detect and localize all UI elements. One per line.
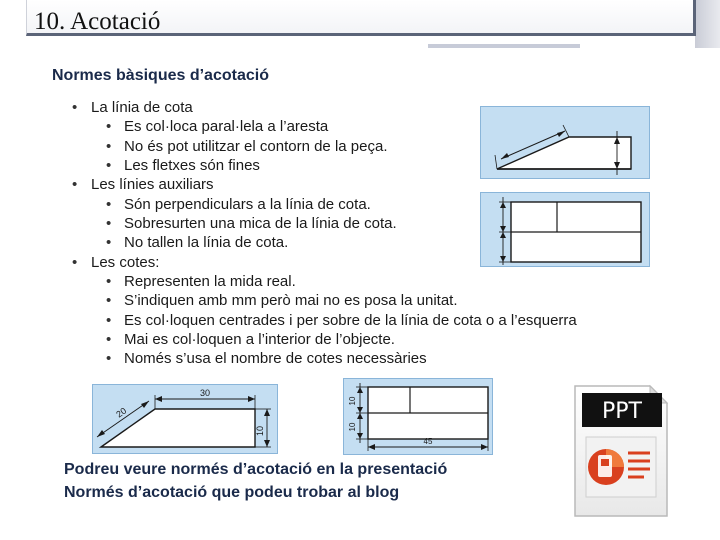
sub-bullet-text: Només s’usa el nombre de cotes necessàries [124, 350, 427, 367]
bullet-item: • Les cotes: [72, 254, 160, 271]
sub-bullet-text: Són perpendiculars a la línia de cota. [124, 196, 371, 213]
sub-bullet-item: • Mai es col·loquen a l’interior de l’objecte. [106, 331, 395, 348]
sub-bullet-text: Sobresurten una mica de la línia de cota. [124, 215, 397, 232]
sub-bullet-item: • No tallen la línia de cota. [106, 234, 289, 251]
sub-bullet-text: Les fletxes són fines [124, 157, 260, 174]
figure-parallel-dimension [480, 106, 650, 179]
dimension-label-left-top: 10 [348, 396, 357, 406]
bullet-text: Les línies auxiliars [91, 176, 214, 193]
sub-bullet-text: S’indiquen amb mm però mai no es posa la unitat. [124, 292, 458, 309]
sub-bullet-text: Mai es col·loquen a l’interior de l’objecte. [124, 331, 395, 348]
bullet-text: La línia de cota [91, 99, 193, 116]
figure-auxiliary-lines [480, 192, 650, 267]
sub-bullet-text: No tallen la línia de cota. [124, 234, 289, 251]
sub-bullet-item: • Representen la mida real. [106, 273, 296, 290]
ppt-file-icon[interactable] [572, 383, 670, 519]
dimension-label-bottom: 45 [423, 437, 433, 446]
sub-bullet-item: • Només s’usa el nombre de cotes necessàries [106, 350, 427, 367]
bullet-item: • La línia de cota [72, 99, 193, 116]
sub-bullet-text: Es col·loca paral·lela a l’aresta [124, 118, 329, 135]
ppt-label: PPT [602, 399, 642, 424]
sub-bullet-item: • Es col·loquen centrades i per sobre de la línia de cota o a l’esquerra [106, 312, 577, 329]
sub-bullet-text: No és pot utilitzar el contorn de la peça. [124, 138, 388, 155]
sub-bullet-item: • S’indiquen amb mm però mai no es posa la unitat. [106, 292, 458, 309]
title-decoration [695, 0, 720, 48]
sub-bullet-item: • Sobresurten una mica de la línia de cota. [106, 215, 397, 232]
dimension-label-top: 30 [199, 388, 211, 398]
bullet-item: • Les línies auxiliars [72, 176, 214, 193]
title-accent-line [428, 44, 580, 48]
footer-text-line: Normés d’acotació que podeu trobar al blog [64, 484, 400, 501]
sub-bullet-item: • Són perpendiculars a la línia de cota. [106, 196, 371, 213]
dimension-label-diagonal: 20 [114, 405, 129, 420]
sub-bullet-text: Representen la mida real. [124, 273, 296, 290]
footer-text-line: Podreu veure normés d’acotació en la presentació [64, 461, 448, 478]
slide-title: 10. Acotació [34, 8, 161, 35]
dimension-label-left-bottom: 10 [348, 422, 357, 432]
dimension-label-right: 10 [255, 425, 265, 437]
figure-dimensioned-rectangles [343, 378, 493, 455]
figure-dimensioned-piece [92, 384, 278, 454]
sub-bullet-item: • Es col·loca paral·lela a l’aresta [106, 118, 329, 135]
sub-bullet-item: • Les fletxes són fines [106, 157, 260, 174]
sub-bullet-item: • No és pot utilitzar el contorn de la peça. [106, 138, 388, 155]
bullet-text: Les cotes: [91, 254, 160, 271]
sub-bullet-text: Es col·loquen centrades i per sobre de la línia de cota o a l’esquerra [124, 312, 577, 329]
section-subtitle: Normes bàsiques d’acotació [52, 67, 269, 84]
